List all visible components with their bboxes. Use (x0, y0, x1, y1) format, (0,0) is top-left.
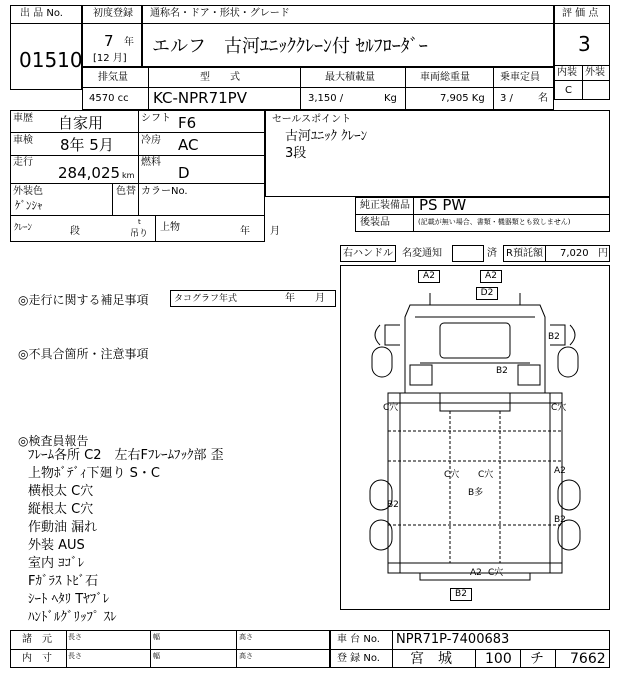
truck-diagram (340, 265, 610, 610)
inspector-line: 作動油 漏れ (28, 520, 98, 535)
doc-change-label: 名変通知 (402, 248, 442, 259)
fuel-label: 燃料 (141, 157, 161, 168)
dims-width-label: 幅 (153, 633, 160, 641)
damage-mark-right-side: C穴 (551, 403, 567, 413)
fuel-value: D (178, 164, 190, 182)
mileage-value: 284,025 (58, 164, 121, 182)
damage-mark-right-rear: B2 (554, 515, 566, 525)
crane-ton-unit: t (138, 218, 141, 226)
gross-weight-label: 車両総重量 (420, 72, 470, 83)
capacity-label: 乗車定員 (500, 72, 540, 83)
recycle-status: 済 (487, 248, 497, 259)
damage-mark-deck-2: C穴 (478, 470, 494, 480)
damage-mark-right-cab: B2 (548, 332, 560, 342)
sales-point-label: セールスポイント (272, 114, 352, 125)
damage-mark-left-side: C穴 (383, 403, 399, 413)
max-load-label: 最大積載量 (325, 72, 375, 83)
dims-length-label: 長さ (68, 633, 82, 641)
damage-mark-rear-c: C穴 (488, 568, 504, 578)
crane-stage: 段 (70, 226, 80, 237)
damage-mark-right-deck: A2 (554, 466, 566, 476)
gross-weight-value: 7,905 Kg (440, 93, 485, 104)
plate-region: 宮 城 (410, 651, 452, 667)
plate-kana: チ (530, 651, 544, 667)
recycle-fee-unit: 円 (598, 248, 608, 259)
model-name-label: 通称名・ドア・形状・グレード (150, 8, 290, 19)
sales-point-line-1: 古河ﾕﾆｯｸ ｸﾚｰﾝ (285, 129, 368, 144)
max-load-value: 3,150 / (308, 93, 344, 104)
inspection-value: 8年 5月 (60, 136, 114, 154)
first-registration-year-unit: 年 (124, 37, 134, 48)
interior-grade-label: 内装 (557, 67, 577, 78)
grade-value: 3 (578, 32, 591, 56)
interior-grade-value: C (565, 85, 572, 96)
damage-mark-deck-1: C穴 (444, 470, 460, 480)
interior-width-label: 幅 (153, 652, 160, 660)
first-registration-label: 初度登録 (93, 8, 133, 19)
crane-hoist: 吊り (130, 229, 149, 239)
color-number-label: カラーNo. (141, 186, 188, 197)
lot-number: 01510 (19, 48, 83, 72)
mileage-label: 走行 (13, 157, 33, 168)
recycle-fee-value: 7,020 (560, 248, 589, 259)
damage-mark-front-left: A2 (418, 270, 440, 283)
crane-label: ｸﾚｰﾝ (14, 223, 33, 233)
interior-height-label: 高さ (239, 652, 253, 660)
ac-value: AC (178, 136, 199, 154)
lot-number-label: 出 品 No. (20, 8, 63, 19)
steering-label: 右ハンドル (343, 248, 393, 259)
inspector-heading: ◎検査員報告 (18, 434, 89, 448)
plate-label: 登 録 No. (337, 653, 380, 664)
max-load-unit: Kg (384, 93, 397, 104)
damage-mark-rear-b2: B2 (450, 588, 472, 601)
first-registration-month: [12 月] (93, 53, 127, 64)
shift-value: F6 (178, 114, 197, 132)
shift-label: シフト (141, 113, 171, 124)
crane-mount-label: 上物 (160, 222, 180, 233)
inspector-line: ｼｰﾄ ﾍﾀﾘ Tﾔﾌﾞﾚ (28, 592, 110, 607)
capacity-value: 3 / (500, 93, 513, 104)
grade-label: 評 価 点 (562, 8, 599, 19)
aftermarket-note: (記載が無い場合、書類・機器類とも致しません) (418, 218, 571, 226)
type-label: 型 式 (200, 72, 240, 83)
damage-mark-left-rear: B2 (387, 500, 399, 510)
inspector-line: ﾌﾚｰﾑ各所 C2 左右Fﾌﾚｰﾑﾌｯｸ部 歪 (28, 448, 224, 463)
dims-label: 諸 元 (22, 634, 52, 645)
inspector-line: 縦根太 C穴 (28, 502, 94, 517)
damage-mark-front-right: A2 (480, 270, 502, 283)
plate-class: 100 (485, 651, 512, 667)
interior-length-label: 長さ (68, 652, 82, 660)
first-registration-year: 7 (104, 32, 114, 50)
recycle-fee-label: R預託額 (506, 248, 543, 259)
capacity-unit: 名 (538, 93, 548, 104)
plate-number: 7662 (570, 651, 606, 667)
chassis-number: NPR71P-7400683 (396, 632, 510, 647)
inspector-line: 上物ﾎﾞﾃﾞｨ下廻り S・C (28, 466, 160, 481)
crane-mount-date: 年 月 (240, 226, 280, 237)
doc-change-box (452, 245, 484, 262)
usage-value: 自家用 (58, 114, 104, 132)
model-name: エルフ 古河ﾕﾆｯｸｸﾚｰﾝ付 ｾﾙﾌﾛｰﾀﾞｰ (152, 36, 428, 57)
displacement-label: 排気量 (98, 72, 128, 83)
chassis-label: 車 台 No. (337, 634, 380, 645)
damage-mark-rear-a2: A2 (470, 568, 482, 578)
color-swap-label: 色替 (116, 186, 136, 197)
exterior-color-label: 外装色 (13, 186, 43, 197)
aftermarket-label: 後装品 (360, 217, 390, 228)
inspector-line: 外装 AUS (28, 538, 85, 553)
inspector-line: 室内 ﾖｺﾞﾚ (28, 556, 85, 571)
displacement-value: 4570 cc (89, 93, 129, 104)
dims-height-label: 高さ (239, 633, 253, 641)
tachograph-label: タコグラフ年式 (174, 294, 238, 304)
exterior-color-value: ｹﾞﾝｼｬ (15, 199, 43, 212)
exterior-grade-label: 外装 (585, 67, 605, 78)
inspector-line: ﾊﾝﾄﾞﾙｸﾞﾘｯﾌﾟ ｽﾚ (28, 610, 117, 625)
damage-mark-cab-rear: B2 (496, 366, 508, 376)
mileage-unit: km (122, 171, 135, 180)
standard-equipment-label: 純正装備品 (360, 200, 410, 211)
tachograph-date: 年 月 (285, 293, 325, 304)
damage-mark-front-bumper: D2 (476, 287, 498, 300)
supplement-heading: ◎走行に関する補足事項 (18, 293, 149, 307)
inspector-line: 横根太 C穴 (28, 484, 94, 499)
type-value: KC-NPR71PV (153, 89, 247, 107)
defects-heading: ◎不具合箇所・注意事項 (18, 347, 149, 361)
inspector-line: Fｶﾞﾗｽ ﾄﾋﾞ石 (28, 574, 99, 589)
standard-equipment-value: PS PW (419, 196, 467, 214)
inspection-label: 車検 (13, 135, 33, 146)
usage-label: 車歴 (13, 113, 33, 124)
damage-mark-deck-3: B多 (468, 488, 484, 498)
interior-dims-label: 内 寸 (22, 653, 52, 664)
ac-label: 冷房 (141, 135, 161, 146)
sales-point-line-2: 3段 (285, 146, 307, 161)
